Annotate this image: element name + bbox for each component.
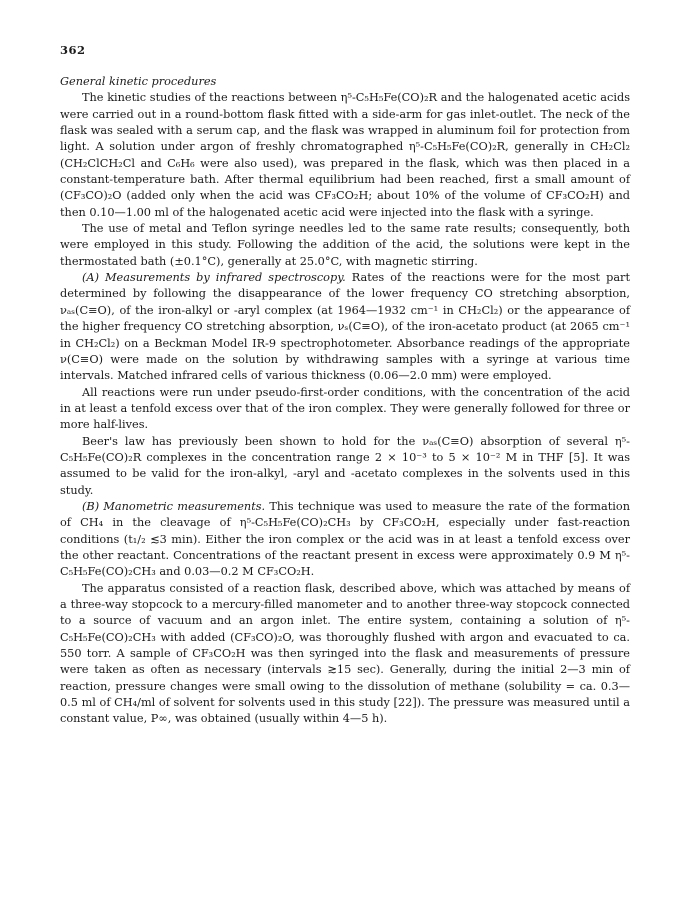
paragraph-infrared [60, 270, 630, 384]
paragraph-manometric [60, 499, 630, 581]
paragraph-syringe-needles [60, 221, 630, 270]
section-heading: General kinetic procedures [60, 75, 217, 88]
paragraph-text: Beer's law has previously been shown to hold for the νₐₛ(C≡O) absorption of several η⁵-C₅H₅Fe(CO)₂R complexes in the concentration range 2 × 10⁻³ to 5 × 10⁻² M in THF [5]. It was assumed to be valid for the iron-alkyl, -aryl and -acetato complexes in the solvents used in this study. [60, 434, 630, 497]
paragraph-text: This technique was used to measure the rate of the formation of CH₄ in the cleavage of η⁵-C₅H₅Fe(CO)₂CH₃ by CF₃CO₂H, especially under fast-reaction conditions (t₁/₂ ≲3 min). Either the iron complex or the acid was in at least a tenfold excess over the other reactant. Concentrations of the reactant present in excess were approximately 0.9 M η⁵-C₅H₅Fe(CO)₂CH₃ and 0.03—0.2 M CF₃CO₂H. [60, 499, 630, 579]
paragraph-text: Rates of the reactions were for the most part determined by following the disappearance of the lower frequency CO stretching absorption, νₐₛ(C≡O), of the iron-alkyl or -aryl complex (at 1964—1932 cm⁻¹ in CH₂Cl₂) or the appearance of the higher frequency CO stretching absorption, νₛ(C≡O), of the iron-acetato product (at 2065 cm⁻¹ in CH₂Cl₂) on a Beckman Model IR-9 spectrophotometer. Absorbance readings of the appropriate ν(C≡O) were made on the solution by withdrawing samples with a syringe at various time intervals. Matched infrared cells of various thickness (0.06—2.0 mm) were employed. [60, 271, 630, 383]
paragraph-text: All reactions were run under pseudo-first-order conditions, with the concentration of the acid in at least a tenfold excess over that of the iron complex. They were generally followed for three or more half-lives. [60, 385, 630, 432]
subheading-manometric: (B) Manometric measurements. [82, 499, 266, 513]
paragraph-pseudo-first-order [60, 385, 630, 434]
paragraph-text: The kinetic studies of the reactions between η⁵-C₅H₅Fe(CO)₂R and the halogenated acetic acids were carried out in a round-bottom flask fitted with a side-arm for gas inlet-outlet. The neck of the flask was sealed with a serum cap, and the flask was wrapped in aluminum foil for protection from light. A solution under argon of freshly chromatographed η⁵-C₅H₅Fe(CO)₂R, generally in CH₂Cl₂ (CH₂ClCH₂Cl and C₆H₆ were also used), was prepared in the flask, which was then placed in a constant-temperature bath. After thermal equilibrium had been reached, first a small amount of (CF₃CO)₂O (added only when the acid was CF₃CO₂H; about 10% of the volume of CF₃CO₂H) and then 0.10—1.00 ml of the halogenated acetic acid were injected into the flask with a syringe. [60, 91, 630, 219]
subheading-infrared: (A) Measurements by infrared spectroscopy. [82, 271, 346, 285]
paragraph-text: The apparatus consisted of a reaction flask, described above, which was attached by means of a three-way stopcock to a mercury-filled manometer and to another three-way stopcock connected to a source of vacuum and an argon inlet. The entire system, containing a solution of η⁵-C₅H₅Fe(CO)₂CH₃ with added (CF₃CO)₂O, was thoroughly flushed with argon and evacuated to ca. 550 torr. A sample of CF₃CO₂H was then syringed into the flask and measurements of pressure were taken as often as necessary (intervals ≳15 sec). Generally, during the initial 2—3 min of reaction, pressure changes were small owing to the dissolution of methane (solubility = ca. 0.3—0.5 ml of CH₄/ml of solvent for solvents used in this study [22]). The pressure was measured until a constant value, P∞, was obtained (usually within 4—5 h). [60, 581, 630, 726]
paragraph-procedure [60, 90, 630, 221]
paragraph-apparatus [60, 581, 630, 728]
article-body [60, 74, 630, 728]
paragraph-text: The use of metal and Teflon syringe needles led to the same rate results; consequently, both were employed in this study. Following the addition of the acid, the solutions were kept in the thermostated bath (±0.1°C), generally at 25.0°C, with magnetic stirring. [60, 222, 630, 268]
page-number: 362 [60, 43, 86, 57]
paragraph-beers-law [60, 434, 630, 499]
